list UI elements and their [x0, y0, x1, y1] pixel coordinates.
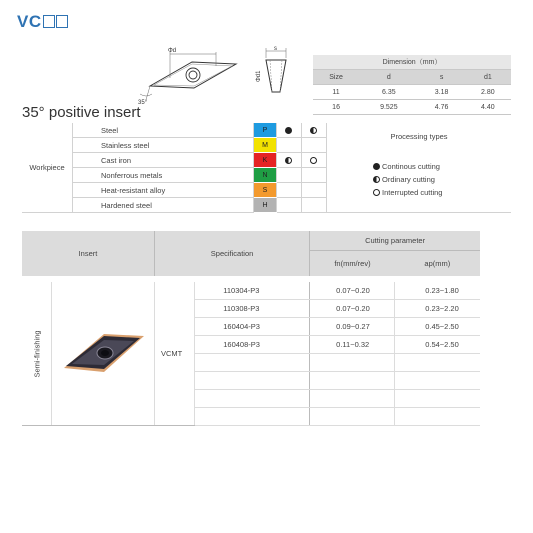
- workpiece-row: [22, 123, 511, 138]
- half-circle-icon: [373, 176, 380, 183]
- dimension-row: [313, 100, 511, 115]
- material-mark: [302, 198, 327, 213]
- ap-cell: [395, 372, 480, 390]
- label-d1: Φd1: [256, 70, 262, 82]
- workpiece-label: Workpiece: [22, 123, 73, 213]
- dimension-cell: 16: [313, 100, 359, 115]
- processing-legend: [327, 160, 511, 199]
- spec-cell: 160404-P3: [195, 318, 310, 336]
- fn-cell: [310, 408, 395, 426]
- cutting-parameter-header: Cutting parameter: [310, 231, 480, 250]
- material-mark: [277, 198, 302, 213]
- legend-item: [373, 186, 511, 199]
- material-mark: [277, 183, 302, 198]
- dimension-cell: 4.40: [465, 100, 511, 115]
- dimension-col-d: d: [359, 70, 418, 85]
- material-mark: [302, 183, 327, 198]
- side-profile: [266, 60, 286, 92]
- ap-header: ap(mm): [395, 250, 480, 276]
- dimension-cell: 3.18: [419, 85, 465, 100]
- full-circle-icon: [373, 163, 380, 170]
- spec-cell: [195, 390, 310, 408]
- legend-text: Ordinary cutting: [382, 175, 435, 184]
- category-label: Semi-finishing: [32, 329, 42, 378]
- material-name: Cast iron: [73, 153, 254, 168]
- angle-line: [146, 86, 150, 100]
- material-name: Hardened steel: [73, 198, 254, 213]
- insert-image-cell: [52, 282, 155, 426]
- dimension-cell: 9.525: [359, 100, 418, 115]
- workpiece-table: [22, 123, 511, 213]
- dimension-col-d1: d1: [465, 70, 511, 85]
- ap-cell: [395, 408, 480, 426]
- ap-cell: [395, 390, 480, 408]
- dimension-header: Dimension（mm）: [313, 55, 511, 70]
- page-title: [17, 12, 68, 32]
- spec-cell: 110308-P3: [195, 300, 310, 318]
- specification-header: Specification: [154, 231, 309, 276]
- processing-types-panel: [327, 123, 512, 213]
- legend-text: Continous cutting: [382, 162, 440, 171]
- material-name: Nonferrous metals: [73, 168, 254, 183]
- hole-inner: [189, 71, 197, 79]
- material-name: Stainless steel: [73, 138, 254, 153]
- insert-side-view-drawing: [252, 44, 300, 100]
- ap-cell: 0.23~2.20: [395, 300, 480, 318]
- spec-cell: 110304-P3: [195, 282, 310, 300]
- legend-item: [373, 173, 511, 186]
- material-mark: [302, 168, 327, 183]
- insert-photo: [60, 326, 146, 380]
- insert-subtitle: 35° positive insert: [22, 104, 141, 121]
- processing-types-title: Processing types: [390, 132, 448, 141]
- label-s: s: [274, 46, 277, 52]
- label-d: Φd: [168, 48, 177, 54]
- page-title-text: VC: [17, 12, 42, 31]
- empty-circle-icon: [373, 189, 380, 196]
- iso-badge-s: S: [254, 183, 277, 198]
- cutting-symbol-icon: [310, 157, 317, 164]
- legend-text: Interrupted cutting: [382, 188, 443, 197]
- dimension-cell: 11: [313, 85, 359, 100]
- insert-outline: [150, 62, 236, 88]
- legend-item: [373, 160, 511, 173]
- iso-badge-p: P: [254, 123, 277, 138]
- ap-cell: 0.54~2.50: [395, 336, 480, 354]
- angle-arc: [140, 94, 152, 96]
- material-name: Steel: [73, 123, 254, 138]
- dimension-cell: 6.35: [359, 85, 418, 100]
- iso-badge-n: N: [254, 168, 277, 183]
- iso-badge-k: K: [254, 153, 277, 168]
- material-mark: [277, 123, 302, 138]
- dimension-cell: 2.80: [465, 85, 511, 100]
- material-mark: [302, 123, 327, 138]
- ap-cell: [395, 354, 480, 372]
- insert-top-view-drawing: [130, 44, 250, 106]
- cutting-symbol-icon: [285, 127, 292, 134]
- dimension-col-size: Size: [313, 70, 359, 85]
- ap-cell: 0.23~1.80: [395, 282, 480, 300]
- dimension-cell: 4.76: [419, 100, 465, 115]
- fn-cell: 0.07~0.20: [310, 282, 395, 300]
- label-angle: 35°: [138, 100, 148, 106]
- material-mark: [277, 168, 302, 183]
- iso-badge-h: H: [254, 198, 277, 213]
- material-mark: [302, 138, 327, 153]
- fn-cell: 0.11~0.32: [310, 336, 395, 354]
- spec-cell: [195, 354, 310, 372]
- category-cell: [22, 282, 52, 426]
- hole-outer: [186, 68, 200, 82]
- series-cell: VCMT: [154, 282, 194, 426]
- fn-cell: [310, 372, 395, 390]
- ap-cell: 0.45~2.50: [395, 318, 480, 336]
- fn-header: fn(mm/rev): [310, 250, 395, 276]
- dimension-table: [313, 55, 511, 115]
- insert-header: Insert: [22, 231, 154, 276]
- placeholder-box-icon: [56, 15, 68, 28]
- iso-badge-m: M: [254, 138, 277, 153]
- material-mark: [302, 153, 327, 168]
- spec-cell: [195, 408, 310, 426]
- table-row: [22, 282, 480, 300]
- insert-hole-center: [101, 350, 109, 356]
- cutting-parameter-table: [22, 231, 480, 426]
- dimension-row: [313, 85, 511, 100]
- material-mark: [277, 138, 302, 153]
- material-mark: [277, 153, 302, 168]
- material-name: Heat-resistant alloy: [73, 183, 254, 198]
- fn-cell: 0.07~0.20: [310, 300, 395, 318]
- cutting-symbol-icon: [310, 127, 317, 134]
- fn-cell: [310, 354, 395, 372]
- insert-inner-outline: [154, 64, 232, 86]
- spec-cell: [195, 372, 310, 390]
- placeholder-box-icon: [43, 15, 55, 28]
- spec-cell: 160408-P3: [195, 336, 310, 354]
- dimension-col-s: s: [419, 70, 465, 85]
- fn-cell: 0.09~0.27: [310, 318, 395, 336]
- fn-cell: [310, 390, 395, 408]
- cutting-symbol-icon: [285, 157, 292, 164]
